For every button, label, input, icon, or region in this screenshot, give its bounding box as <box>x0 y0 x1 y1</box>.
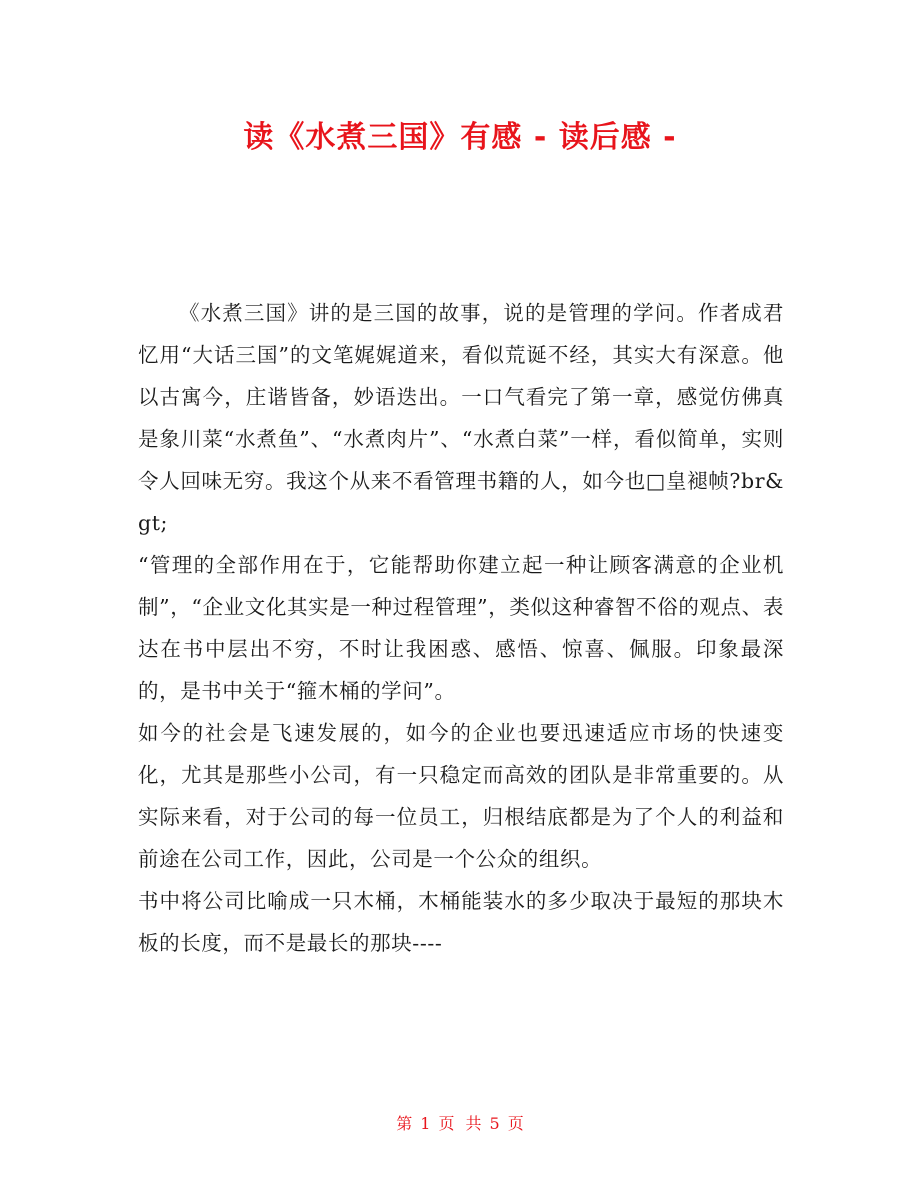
paragraph-society: 如今的社会是飞速发展的，如今的企业也要迅速适应市场的快速变化，尤其是那些小公司，有一只稳定而高效的团队是非常重要的。从实际来看，对于公司的每一位员工，归根结底都是为了个人的利益和前途在公司工作，因此，公司是一个公众的组织。 <box>138 721 784 871</box>
document-body <box>138 292 784 964</box>
paragraph-management: “管理的全部作用在于，它能帮助你建立起一种让顾客满意的企业机制”，“企业文化其实是一种过程管理”，类似这种睿智不俗的观点、表达在书中层出不穷，不时让我困惑、感悟、惊喜、佩服。印象最深的，是书中关于“箍木桶的学问”。 <box>138 553 784 703</box>
page-footer <box>0 1112 920 1136</box>
footer-middle: 页 共 <box>438 1114 482 1133</box>
paragraph-barrel: 书中将公司比喻成一只木桶，木桶能装水的多少取决于最短的那块木板的长度，而不是最长的那块---- <box>138 889 784 955</box>
footer-suffix: 页 <box>507 1114 524 1133</box>
footer-total-pages: 5 <box>489 1114 500 1133</box>
footer-page-number: 1 <box>420 1114 431 1133</box>
paragraph-intro: 《水煮三国》讲的是三国的故事，说的是管理的学问。作者成君忆用“大话三国”的文笔娓娓道来，看似荒诞不经，其实大有深意。他以古寓今，庄谐皆备，妙语迭出。一口气看完了第一章，感觉仿佛真是象川菜“水煮鱼”、“水煮肉片”、“水煮白菜”一样，看似简单，实则令人回味无穷。我这个从来不看管理书籍的人，如今也□皇褪帧?br&gt; <box>138 301 784 535</box>
document-title: 读《水煮三国》有感 - 读后感 - <box>243 120 677 155</box>
footer-prefix: 第 <box>396 1114 413 1133</box>
